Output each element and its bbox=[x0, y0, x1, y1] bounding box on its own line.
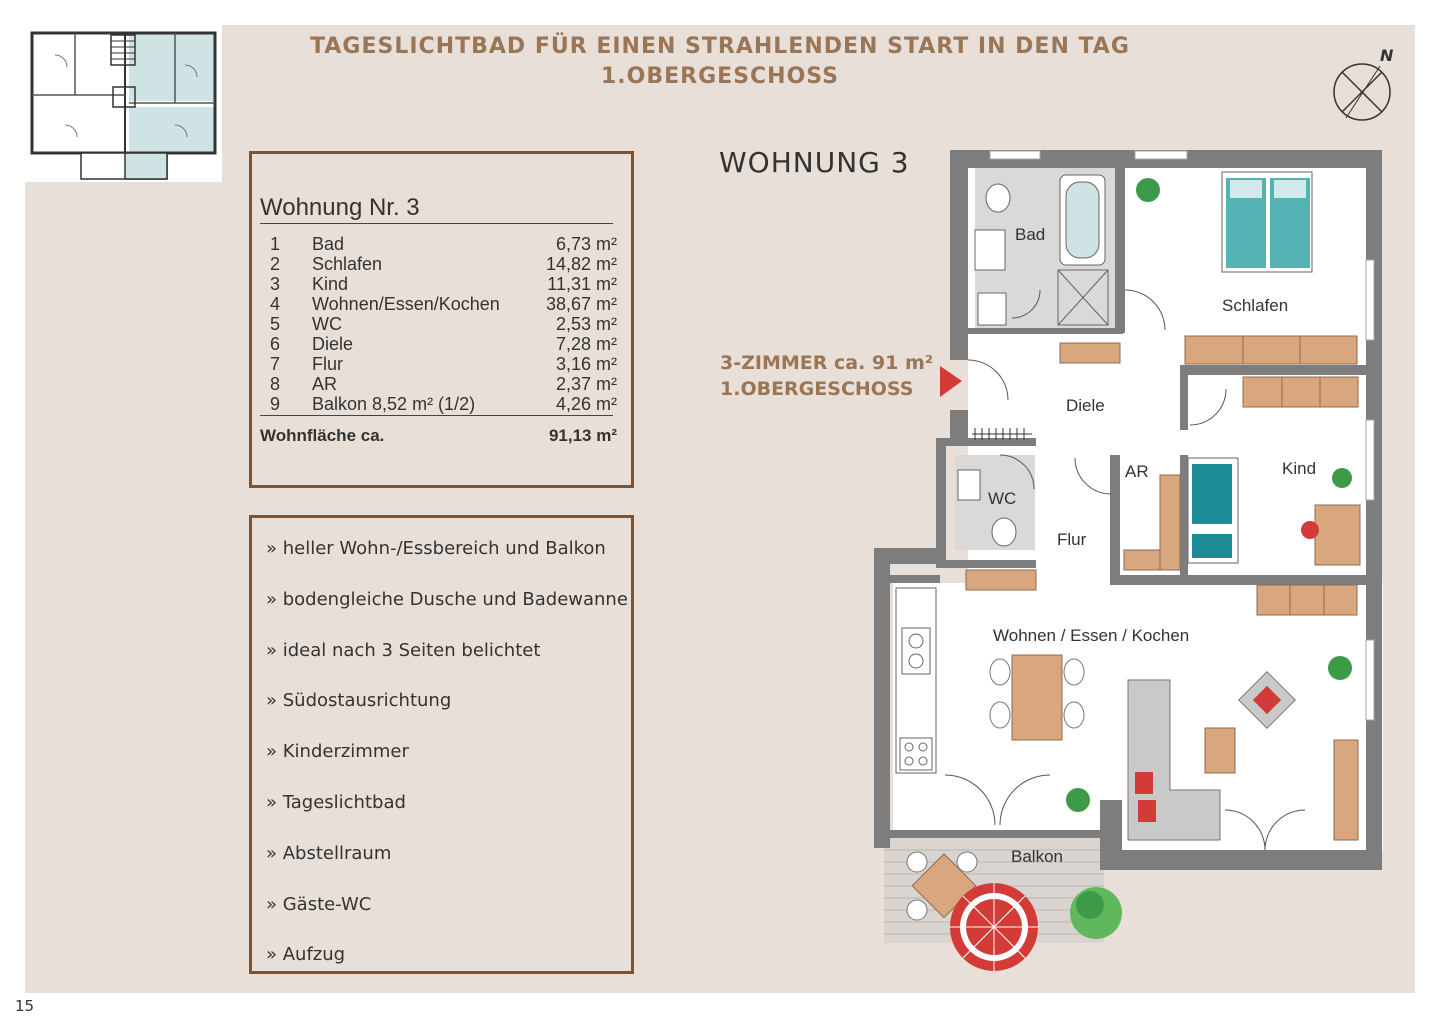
room-label-flur: Flur bbox=[1057, 530, 1087, 549]
feature-item: » heller Wohn-/Essbereich und Balkon bbox=[266, 538, 606, 559]
room-label-wohnen: Wohnen / Essen / Kochen bbox=[993, 626, 1190, 645]
area-row-room: Kind bbox=[312, 274, 349, 294]
room-label-wc: WC bbox=[988, 489, 1017, 508]
area-row-room: WC bbox=[312, 314, 342, 334]
area-row-number: 6 bbox=[270, 334, 281, 354]
page-heading: TAGESLICHTBAD FÜR EINEN STRAHLENDEN START IN DEN TAG bbox=[310, 34, 1130, 59]
area-row-area: 3,16 m² bbox=[555, 354, 617, 374]
double-bed-icon bbox=[1222, 172, 1312, 272]
area-row-number: 5 bbox=[270, 314, 281, 334]
area-row-room: Schlafen bbox=[312, 254, 383, 274]
area-row-room: Diele bbox=[312, 334, 354, 354]
parasol-icon bbox=[950, 883, 1038, 971]
feature-item: » Südostausrichtung bbox=[266, 690, 452, 712]
kitchen-counter bbox=[896, 588, 936, 773]
feature-item: » Abstellraum bbox=[266, 842, 392, 864]
feature-item: » Kinderzimmer bbox=[266, 741, 409, 763]
area-row-area: 14,82 m² bbox=[545, 254, 617, 274]
entrance-marker-icon bbox=[940, 366, 962, 397]
feature-item: » Gäste-WC bbox=[266, 893, 372, 915]
area-row-number: 4 bbox=[270, 294, 281, 314]
room-label-ar: AR bbox=[1125, 462, 1149, 481]
area-row-area: 38,67 m² bbox=[545, 294, 617, 314]
bathtub-icon bbox=[1060, 175, 1105, 265]
area-row-area: 7,28 m² bbox=[555, 334, 617, 354]
area-row-area: 11,31 m² bbox=[547, 274, 617, 294]
area-total-value: 91,13 m² bbox=[548, 426, 617, 445]
feature-item: » bodengleiche Dusche und Badewanne bbox=[266, 588, 628, 610]
room-label-schlafen: Schlafen bbox=[1222, 296, 1289, 315]
area-row-room: Bad bbox=[312, 234, 345, 254]
feature-item: » Tageslichtbad bbox=[266, 792, 406, 813]
apartment-floor: 1.OBERGESCHOSS bbox=[720, 378, 914, 400]
area-row-number: 8 bbox=[270, 374, 281, 394]
plan-title: WOHNUNG 3 bbox=[719, 146, 910, 179]
area-row-number: 7 bbox=[270, 354, 281, 374]
area-table-title: Wohnung Nr. 3 bbox=[260, 194, 420, 221]
area-row-area: 2,37 m² bbox=[555, 374, 617, 394]
feature-item: » ideal nach 3 Seiten belichtet bbox=[266, 639, 541, 661]
area-row-number: 3 bbox=[270, 274, 281, 294]
compass-label: N bbox=[1380, 46, 1394, 65]
area-row-number: 9 bbox=[270, 394, 281, 414]
apartment-size: 3-ZIMMER ca. 91 m² bbox=[720, 352, 934, 374]
area-total-label: Wohnfläche ca. bbox=[260, 426, 385, 445]
area-row-area: 6,73 m² bbox=[555, 234, 617, 254]
area-row-room: Wohnen/Essen/Kochen bbox=[312, 294, 500, 314]
area-row-area: 4,26 m² bbox=[555, 394, 617, 414]
area-row-room: AR bbox=[312, 374, 338, 394]
area-row-room: Balkon 8,52 m² (1/2) bbox=[312, 394, 476, 414]
area-row-number: 2 bbox=[270, 254, 281, 274]
room-label-balkon: Balkon bbox=[1011, 847, 1063, 866]
room-label-diele: Diele bbox=[1066, 396, 1105, 415]
room-label-bad: Bad bbox=[1015, 225, 1046, 244]
room-label-kind: Kind bbox=[1282, 459, 1317, 478]
single-bed-icon bbox=[1188, 458, 1238, 563]
area-row-number: 1 bbox=[270, 234, 281, 254]
page-number: 15 bbox=[15, 997, 35, 1015]
area-row-room: Flur bbox=[312, 354, 343, 374]
area-row-area: 2,53 m² bbox=[555, 314, 617, 334]
page-subheading: 1.OBERGESCHOSS bbox=[601, 64, 839, 89]
feature-item: » Aufzug bbox=[266, 944, 346, 966]
